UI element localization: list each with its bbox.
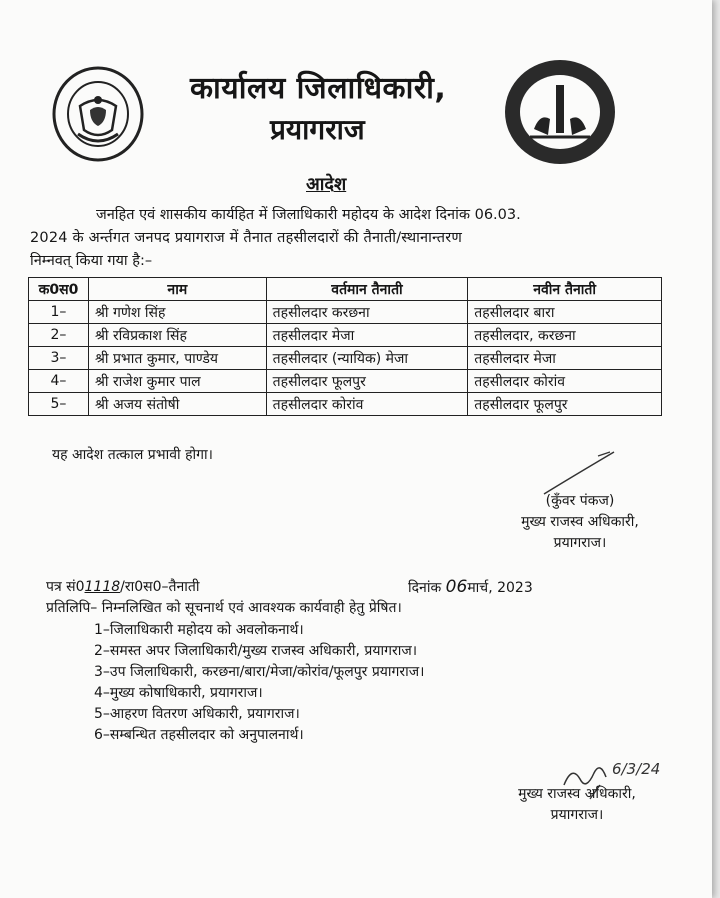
row-current: तहसीलदार करछना [266,301,468,324]
order-intro-line-3: निम्नवत् किया गया है:– [30,253,153,269]
header-serial: क0स0 [29,278,89,301]
order-intro-line-2: 2024 के अर्न्तगत जनपद प्रयागराज में तैनात तहसीलदारों की तैनाती/स्थानान्तरण [30,230,463,246]
up-government-emblem-icon [50,64,146,164]
list-item: 1–जिलाधिकारी महोदय को अवलोकनार्थ। [94,622,304,638]
bottom-signatory-designation: मुख्य राजस्व अधिकारी, [518,786,636,802]
row-name: श्री रविप्रकाश सिंह [88,324,266,347]
row-serial: 1– [29,301,89,324]
list-item: 4–मुख्य कोषाधिकारी, प्रयागराज। [94,685,263,701]
order-intro-line-1: जनहित एवं शासकीय कार्यहित में जिलाधिकारी महोदय के आदेश दिनांक 06.03. [96,207,521,223]
letter-number-suffix: /रा0स0–तैनाती [120,579,200,595]
list-item: 5–आहरण वितरण अधिकारी, प्रयागराज। [94,706,300,722]
table-header-row [29,278,662,301]
table-row [29,347,662,370]
row-name: श्री गणेश सिंह [88,301,266,324]
letter-date-day: 06 [445,577,468,597]
row-name: श्री अजय संतोषी [88,393,266,416]
row-name: श्री प्रभात कुमार, पाण्डेय [88,347,266,370]
row-new: तहसीलदार मेजा [468,347,662,370]
signatory-name: (कुँवर पंकज) [545,493,615,509]
effect-statement: यह आदेश तत्काल प्रभावी होगा। [52,447,213,463]
transfer-table [28,277,662,416]
row-serial: 2– [29,324,89,347]
letter-number [46,577,200,596]
list-item: 3–उप जिलाधिकारी, करछना/बारा/मेजा/कोरांव/फूलपुर प्रयागराज। [94,664,425,680]
table-row [29,393,662,416]
letter-number-label: पत्र सं0 [46,579,85,595]
row-current: तहसीलदार (न्यायिक) मेजा [266,347,468,370]
bottom-signatory-block [492,784,662,826]
handwritten-date: 6/3/24 [612,760,661,778]
row-serial: 3– [29,347,89,370]
row-current: तहसीलदार कोरांव [266,393,468,416]
header-current-posting: वर्तमान तैनाती [266,278,468,301]
office-city: प्रयागराज [270,113,365,146]
header-name: नाम [88,278,266,301]
office-title: कार्यालय जिलाधिकारी, [190,71,447,106]
list-item: 2–समस्त अपर जिलाधिकारी/मुख्य राजस्व अधिकारी, प्रयागराज। [94,643,418,659]
letter-date-label: दिनांक [408,580,442,596]
header-new-posting: नवीन तैनाती [468,278,662,301]
signatory-place: प्रयागराज। [553,535,607,551]
row-new: तहसीलदार, करछना [468,324,662,347]
row-current: तहसीलदार मेजा [266,324,468,347]
copy-intro: प्रतिलिपि– निम्नलिखित को सूचनार्थ एवं आवश्यक कार्यवाही हेतु प्रेषित। [46,600,402,616]
list-item: 6–सम्बन्धित तहसीलदार को अनुपालनार्थ। [94,727,304,743]
row-serial: 5– [29,393,89,416]
table-row [29,370,662,393]
copy-list [94,620,424,746]
row-current: तहसीलदार फूलपुर [266,370,468,393]
letter-date [408,577,533,597]
row-name: श्री राजेश कुमार पाल [88,370,266,393]
letter-date-rest: मार्च, 2023 [467,580,533,596]
bottom-signatory-place: प्रयागराज। [550,807,604,823]
centenary-seal-icon [500,55,620,170]
signatory-block [500,491,660,554]
row-new: तहसीलदार बारा [468,301,662,324]
table-row [29,324,662,347]
letter-number-value: 1118 [84,579,121,595]
row-serial: 4– [29,370,89,393]
order-heading: आदेश [306,174,347,195]
row-new: तहसीलदार कोरांव [468,370,662,393]
signatory-designation: मुख्य राजस्व अधिकारी, [521,514,639,530]
row-new: तहसीलदार फूलपुर [468,393,662,416]
table-row [29,301,662,324]
